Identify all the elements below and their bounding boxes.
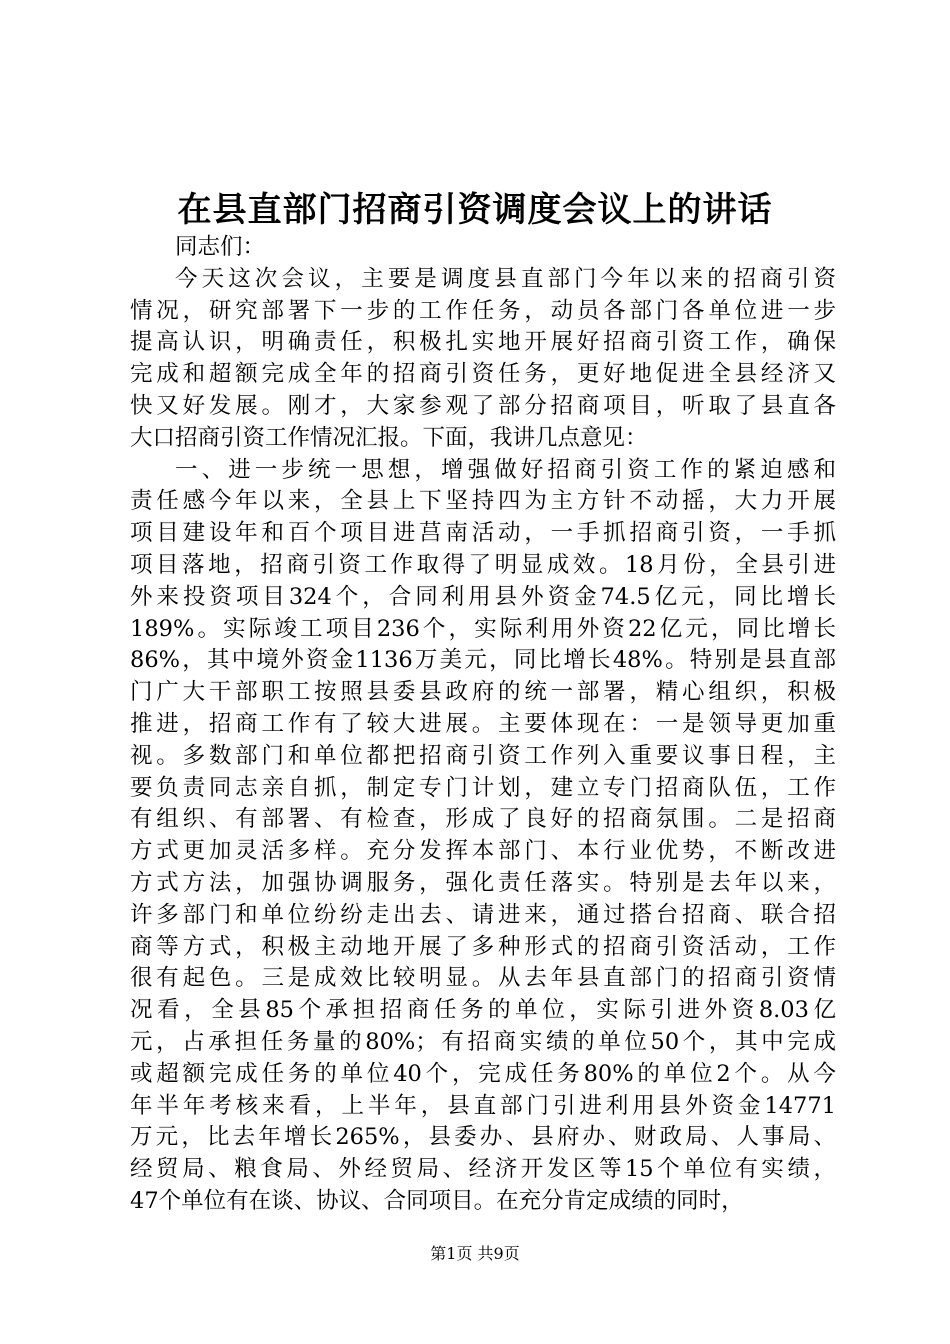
text-line: 大口招商引资工作情况汇报。下面，我讲几点意见：	[130, 424, 648, 451]
text-line: 提高认识，明确责任，积极扎实地开展好招商引资工作，确保	[130, 329, 836, 356]
text-line: 视。多数部门和单位都把招商引资工作列入重要议事日程，主	[130, 742, 836, 769]
text-line: 门广大干部职工按照县委县政府的统一部署，精心组织，积极	[130, 679, 836, 706]
text-line: 或超额完成任务的单位40个，完成任务80%的单位2个。从今	[130, 1060, 836, 1087]
document-title: 在县直部门招商引资调度会议上的讲话	[177, 190, 773, 230]
text-line: 一、进一步统一思想，增强做好招商引资工作的紧迫感和	[175, 456, 836, 483]
text-line: 商等方式，积极主动地开展了多种形式的招商引资活动，工作	[130, 933, 836, 960]
text-line: 189%。实际竣工项目236个，实际利用外资22亿元，同比增长	[130, 615, 836, 642]
text-line: 要负责同志亲自抓，制定专门计划，建立专门招商队伍，工作	[130, 774, 836, 801]
text-line: 快又好发展。刚才，大家参观了部分招商项目，听取了县直各	[130, 392, 836, 419]
text-line: 情况，研究部署下一步的工作任务，动员各部门各单位进一步	[130, 297, 836, 324]
text-line: 47个单位有在谈、协议、合同项目。在充分肯定成绩的同时，	[130, 1187, 744, 1214]
text-line: 外来投资项目324个，合同利用县外资金74.5亿元，同比增长	[130, 583, 836, 610]
page-number: 第1页 共9页	[430, 1244, 520, 1263]
text-line: 经贸局、粮食局、外经贸局、经济开发区等15个单位有实绩，	[130, 1156, 836, 1183]
text-line: 年半年考核来看，上半年，县直部门引进利用县外资金14771	[130, 1092, 836, 1119]
text-line: 项目落地，招商引资工作取得了明显成效。18月份，全县引进	[130, 551, 836, 578]
text-line: 同志们：	[175, 234, 266, 260]
text-line: 有组织、有部署、有检查，形成了良好的招商氛围。二是招商	[130, 806, 836, 833]
text-line: 许多部门和单位纷纷走出去、请进来，通过搭台招商、联合招	[130, 901, 836, 928]
text-line: 方式方法，加强协调服务，强化责任落实。特别是去年以来，	[130, 869, 836, 896]
text-line: 推进，招商工作有了较大进展。主要体现在：一是领导更加重	[130, 710, 836, 737]
text-line: 86%，其中境外资金1136万美元，同比增长48%。特别是县直部	[130, 647, 836, 674]
text-line: 元，占承担任务量的80%；有招商实绩的单位50个，其中完成	[130, 1028, 836, 1055]
text-line: 项目建设年和百个项目进莒南活动，一手抓招商引资，一手抓	[130, 520, 836, 547]
text-line: 责任感今年以来，全县上下坚持四为主方针不动摇，大力开展	[130, 488, 836, 515]
text-line: 方式更加灵活多样。充分发挥本部门、本行业优势，不断改进	[130, 838, 836, 865]
text-line: 万元，比去年增长265%，县委办、县府办、财政局、人事局、	[130, 1124, 836, 1151]
document-body	[130, 232, 836, 1218]
text-line: 完成和超额完成全年的招商引资任务，更好地促进全县经济又	[130, 361, 836, 388]
text-line: 况看，全县85个承担招商任务的单位，实际引进外资8.03亿	[130, 997, 836, 1024]
text-line: 今天这次会议，主要是调度县直部门今年以来的招商引资	[175, 265, 836, 292]
text-line: 很有起色。三是成效比较明显。从去年县直部门的招商引资情	[130, 965, 836, 992]
